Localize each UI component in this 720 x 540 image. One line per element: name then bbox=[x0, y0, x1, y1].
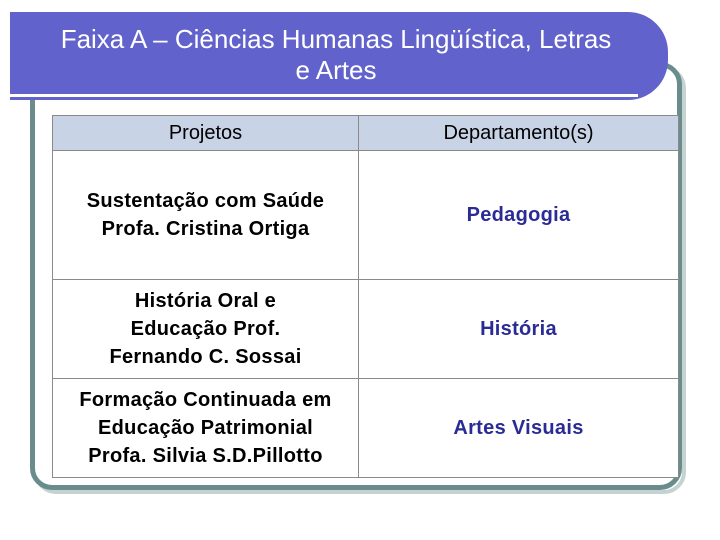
table-row bbox=[53, 151, 679, 280]
project-cell bbox=[53, 280, 359, 379]
project-coordinator: Profa. Silvia S.D.Pillotto bbox=[88, 445, 323, 467]
header-departamentos: Departamento(s) bbox=[359, 116, 679, 151]
project-cell bbox=[53, 151, 359, 280]
project-cell bbox=[53, 379, 359, 478]
slide-title-line-1: Faixa A – Ciências Humanas Lingüística, Letras bbox=[60, 24, 612, 54]
department-cell: Pedagogia bbox=[359, 151, 679, 280]
department-cell: Artes Visuais bbox=[359, 379, 679, 478]
table-row bbox=[53, 379, 679, 478]
project-name-line-2: Educação Prof. bbox=[130, 318, 281, 340]
table-header-row bbox=[53, 116, 679, 151]
project-name-line-1: Formação Continuada em bbox=[79, 389, 332, 411]
slide-title bbox=[10, 12, 668, 100]
department-cell: História bbox=[359, 280, 679, 379]
header-projetos: Projetos bbox=[53, 116, 359, 151]
table-row bbox=[53, 280, 679, 379]
slide-title-line-2: e Artes bbox=[295, 55, 377, 85]
projects-table bbox=[52, 115, 679, 478]
project-coordinator: Fernando C. Sossai bbox=[109, 346, 302, 368]
title-underline bbox=[10, 94, 638, 97]
project-coordinator: Profa. Cristina Ortiga bbox=[101, 218, 310, 240]
project-name-line-2: Educação Patrimonial bbox=[98, 417, 313, 439]
project-name-line-1: História Oral e bbox=[134, 290, 277, 312]
project-name: Sustentação com Saúde bbox=[86, 190, 325, 212]
